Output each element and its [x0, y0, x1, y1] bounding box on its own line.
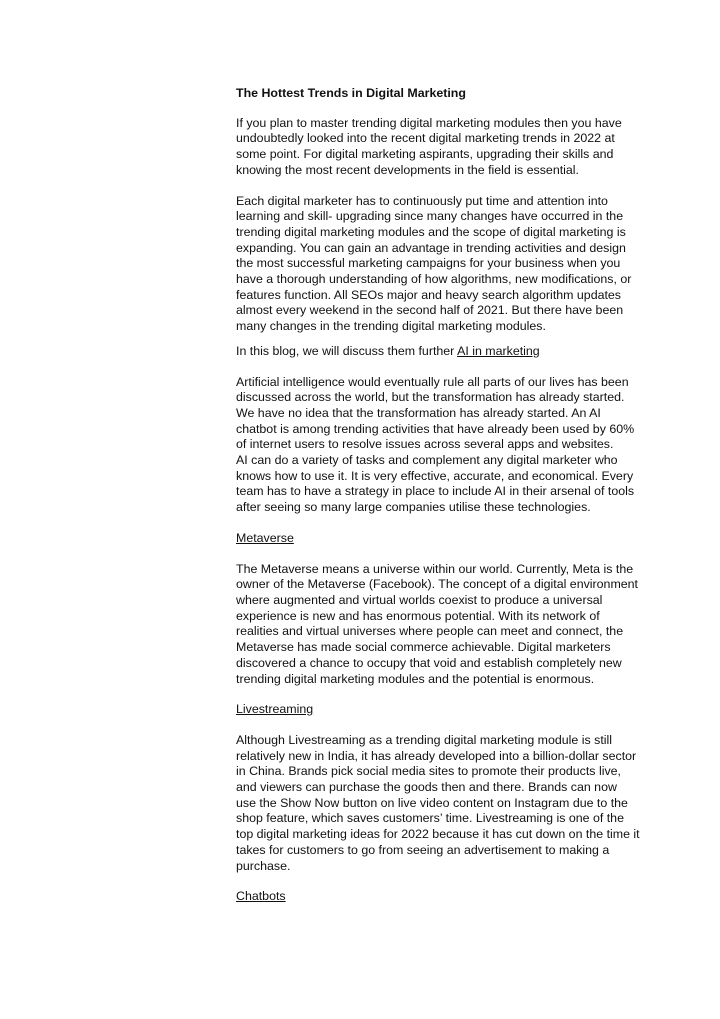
intro-paragraph-1: If you plan to master trending digital marketing modules then you have undoubtedly looked into the recent digital marketing trends in 2022 at some point. For digital marketing aspirants, upgrading their skills and knowing the most recent developments in the field is essential. — [236, 115, 622, 177]
spacer — [236, 547, 640, 562]
blog-intro-paragraph — [236, 344, 640, 360]
spacer — [236, 516, 640, 531]
chatbots-heading-link[interactable]: Chatbots — [236, 889, 286, 904]
intro-paragraph-2: Each digital marketer has to continuously put time and attention into learning and skill- upgrading since many changes have occurred in the trending digital marketing modules and the scope of digital marketing is expanding. You can gain an advantage in trending activities and design the most successful marketing campaigns for your business when you have a thorough understanding of how algorithms, new modifications, or features function. All SEOs major and heavy search algorithm updates almost every weekend in the second half of 2021. But there have been many changes in the trending digital marketing modules. — [236, 193, 632, 334]
blog-intro-text: In this blog, we will discuss them further — [236, 343, 458, 358]
spacer — [236, 874, 640, 889]
livestreaming-paragraph: Although Livestreaming as a trending digital marketing module is still relatively new in India, it has already developed into a billion-dollar sector in China. Brands pick social media sites to promote their products live, and viewers can purchase the goods then and there. Brands can now use the Show Now button on live video content on Instagram due to the shop feature, which saves customers’ time. Livestreaming is one of the top digital marketing ideas for 2022 because it has cut down on the time it takes for customers to go from seeing an advertisement to making a purchase. — [236, 732, 640, 873]
spacer — [236, 360, 640, 375]
livestreaming-heading-link[interactable]: Livestreaming — [236, 702, 314, 717]
ai-paragraph-2: AI can do a variety of tasks and complement any digital marketer who knows how to use it. It is very effective, accurate, and economical. Every team has to have a strategy in place to include AI in their arsenal of tools after seeing so many large companies utilise these technologies. — [236, 453, 635, 515]
spacer — [236, 335, 640, 344]
metaverse-heading-link[interactable]: Metaverse — [236, 530, 294, 545]
ai-in-marketing-link[interactable]: AI in marketing — [457, 343, 540, 358]
spacer — [236, 687, 640, 702]
document-title: The Hottest Trends in Digital Marketing — [236, 86, 466, 100]
metaverse-paragraph: The Metaverse means a universe within our world. Currently, Meta is the owner of the Metaverse (Facebook). The concept of a digital environment where augmented and virtual worlds coexist to produce a universal experience is new and has enormous potential. With its network of realities and virtual universes where people can meet and connect, the Metaverse has made social commerce achievable. Digital marketers discovered a chance to occupy that void and establish completely new trending digital marketing modules and the potential is enormous. — [236, 561, 638, 686]
spacer — [236, 179, 640, 194]
document-body — [236, 86, 640, 905]
spacer — [236, 718, 640, 733]
ai-paragraph-1: Artificial intelligence would eventually rule all parts of our lives has been discussed across the world, but the transformation has already started. We have no idea that the transformation has already started. An AI chatbot is among trending activities that have already been used by 60% of internet users to resolve issues across several apps and websites. — [236, 374, 635, 452]
